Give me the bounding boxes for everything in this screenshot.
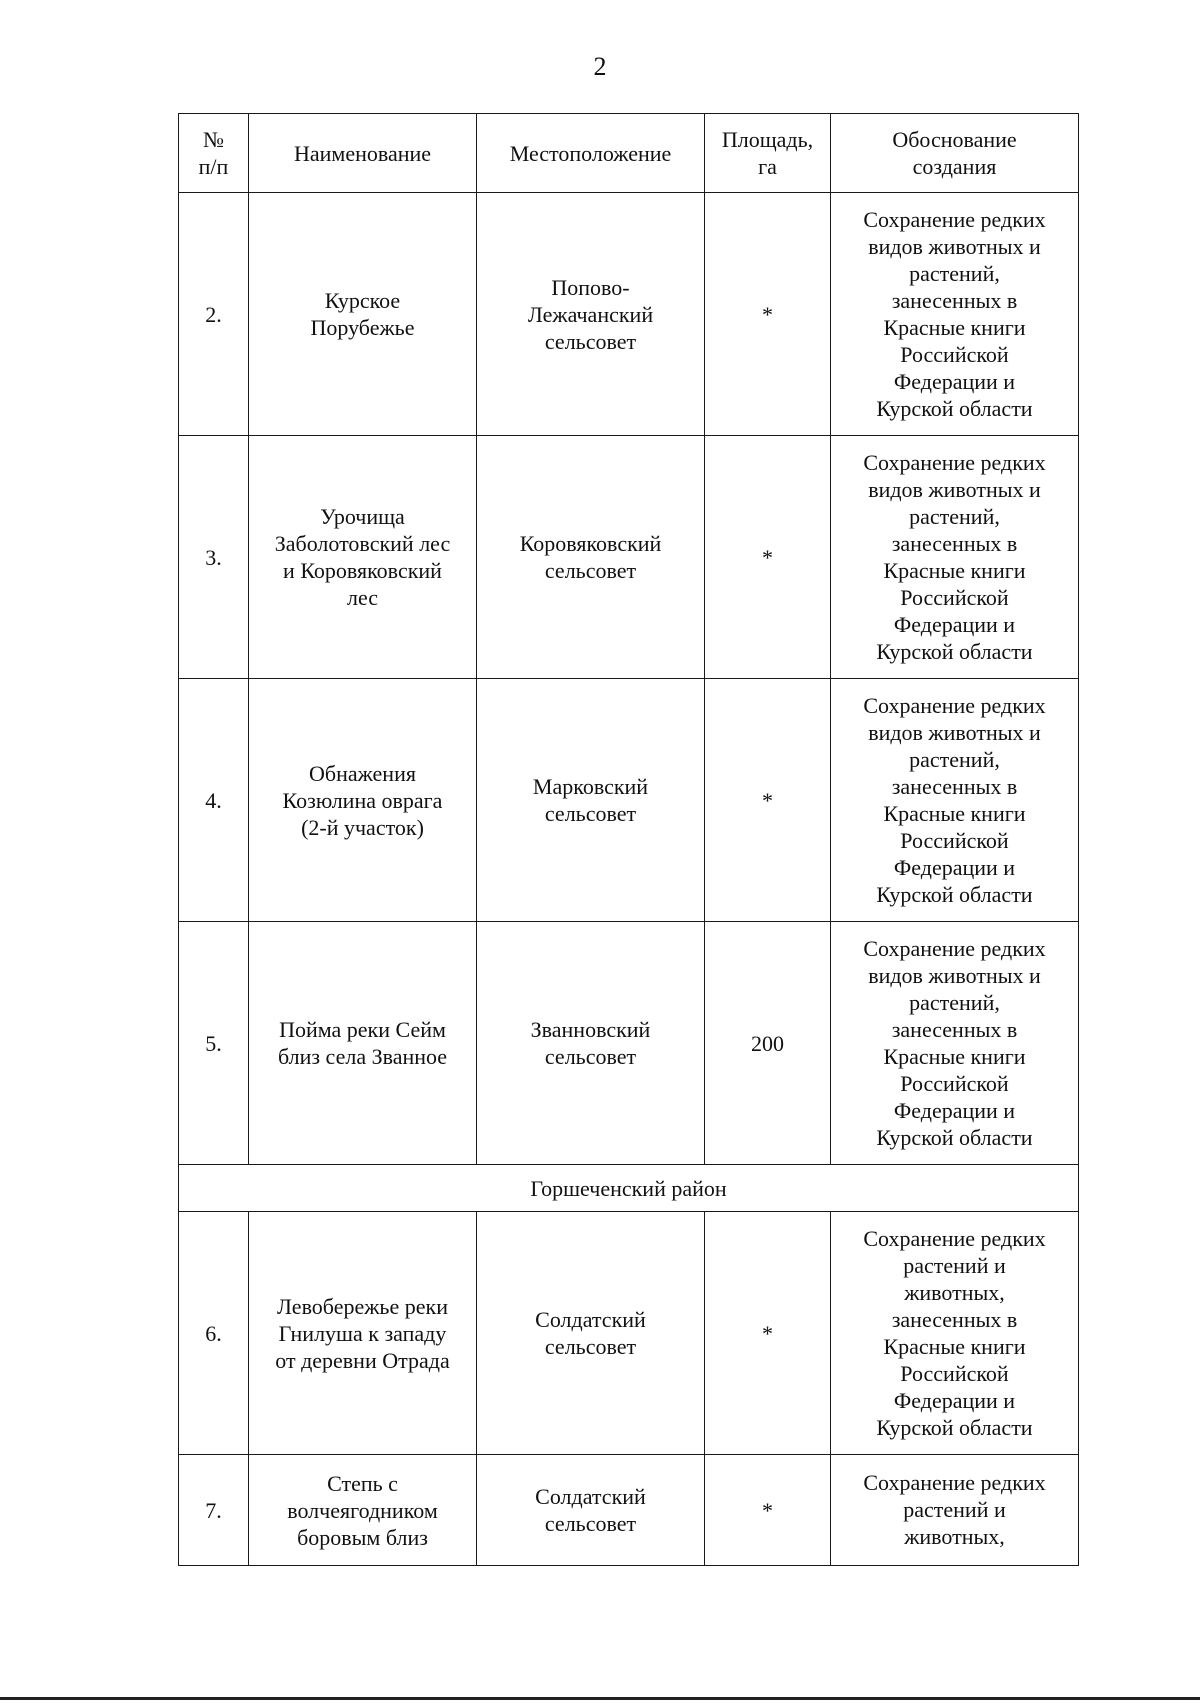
row-area: * bbox=[705, 1212, 831, 1455]
row-location: Солдатский сельсовет bbox=[477, 1455, 705, 1566]
table-header-row bbox=[179, 114, 1079, 193]
table-row bbox=[179, 193, 1079, 436]
district-row bbox=[179, 1165, 1079, 1212]
row-name: Пойма реки Сейм близ села Званное bbox=[249, 922, 477, 1165]
row-name: Урочища Заболотовский лес и Коровяковский лес bbox=[249, 436, 477, 679]
row-number: 4. bbox=[179, 679, 249, 922]
row-name: Степь с волчеягодником боровым близ bbox=[249, 1455, 477, 1566]
row-location: Коровяковский сельсовет bbox=[477, 436, 705, 679]
header-number: № п/п bbox=[179, 114, 249, 193]
row-reason: Сохранение редких видов животных и растений, занесенных в Красные книги Российской Федерации и Курской области bbox=[831, 922, 1079, 1165]
row-name: Курское Порубежье bbox=[249, 193, 477, 436]
header-name: Наименование bbox=[249, 114, 477, 193]
row-reason: Сохранение редких растений и животных, занесенных в Красные книги Российской Федерации и Курской области bbox=[831, 1212, 1079, 1455]
page-number: 2 bbox=[593, 52, 607, 81]
table-row bbox=[179, 1212, 1079, 1455]
header-reason: Обоснование создания bbox=[831, 114, 1079, 193]
header-location: Местоположение bbox=[477, 114, 705, 193]
header-area: Площадь, га bbox=[705, 114, 831, 193]
district-heading: Горшеченский район bbox=[179, 1165, 1079, 1212]
row-area: 200 bbox=[705, 922, 831, 1165]
row-area: * bbox=[705, 1455, 831, 1566]
row-area: * bbox=[705, 193, 831, 436]
row-location: Званновский сельсовет bbox=[477, 922, 705, 1165]
row-reason: Сохранение редких видов животных и растений, занесенных в Красные книги Российской Федерации и Курской области bbox=[831, 679, 1079, 922]
row-number: 5. bbox=[179, 922, 249, 1165]
row-number: 6. bbox=[179, 1212, 249, 1455]
row-reason: Сохранение редких видов животных и растений, занесенных в Красные книги Российской Федерации и Курской области bbox=[831, 193, 1079, 436]
row-location: Попово- Лежачанский сельсовет bbox=[477, 193, 705, 436]
table-row bbox=[179, 922, 1079, 1165]
table-row bbox=[179, 679, 1079, 922]
row-number: 3. bbox=[179, 436, 249, 679]
row-reason: Сохранение редких видов животных и растений, занесенных в Красные книги Российской Федерации и Курской области bbox=[831, 436, 1079, 679]
table-row bbox=[179, 1455, 1079, 1566]
row-reason: Сохранение редких растений и животных, bbox=[831, 1455, 1079, 1566]
row-area: * bbox=[705, 679, 831, 922]
table-row bbox=[179, 436, 1079, 679]
row-location: Солдатский сельсовет bbox=[477, 1212, 705, 1455]
row-number: 2. bbox=[179, 193, 249, 436]
row-name: Левобережье реки Гнилуша к западу от деревни Отрада bbox=[249, 1212, 477, 1455]
protected-areas-table bbox=[178, 113, 1079, 1566]
row-number: 7. bbox=[179, 1455, 249, 1566]
scan-edge-line bbox=[0, 1697, 1200, 1700]
row-location: Марковский сельсовет bbox=[477, 679, 705, 922]
row-area: * bbox=[705, 436, 831, 679]
row-name: Обнажения Козюлина оврага (2-й участок) bbox=[249, 679, 477, 922]
